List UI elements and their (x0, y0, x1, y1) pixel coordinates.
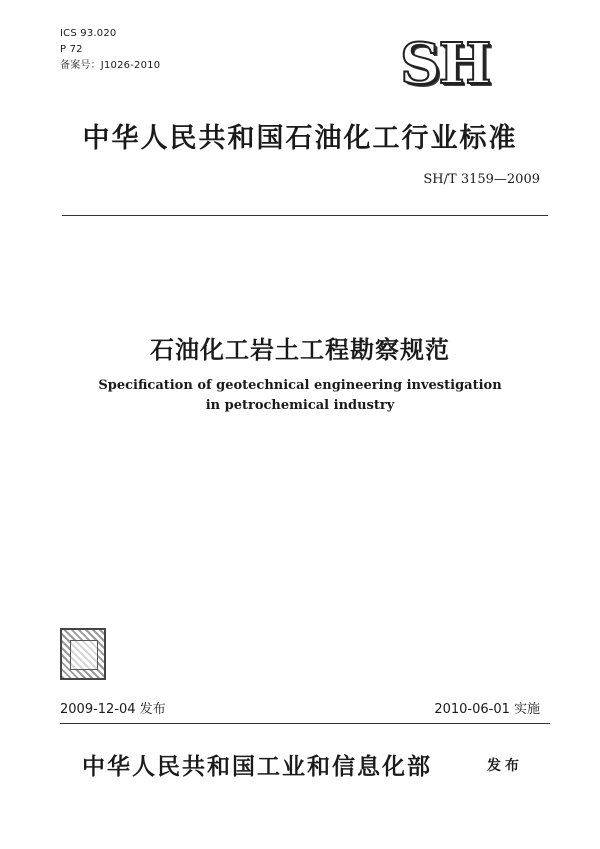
ics-code: ICS 93.020 (60, 28, 117, 39)
classification-code: P 72 (60, 44, 83, 55)
standard-organization: 中华人民共和国石油化工行业标准 (82, 123, 518, 154)
top-divider (62, 215, 548, 216)
issuer-action: 发布 (487, 758, 523, 774)
stamp-seal-icon (70, 640, 98, 670)
anti-counterfeit-stamp (60, 628, 106, 680)
title-english-line1: Specification of geotechnical engineering investigation (98, 378, 502, 393)
implementation-date: 2010-06-01 实施 (434, 702, 540, 717)
sh-logo: SH (400, 31, 490, 97)
issue-date: 2009-12-04 发布 (60, 702, 166, 717)
bottom-divider (60, 723, 550, 724)
standard-code: SH/T 3159—2009 (423, 172, 540, 187)
title-english-line2: in petrochemical industry (205, 398, 395, 413)
record-number: 备案号：J1026-2010 (60, 60, 161, 71)
issuer-name: 中华人民共和国工业和信息化部 (82, 754, 432, 780)
title-chinese: 石油化工岩土工程勘察规范 (150, 336, 450, 364)
